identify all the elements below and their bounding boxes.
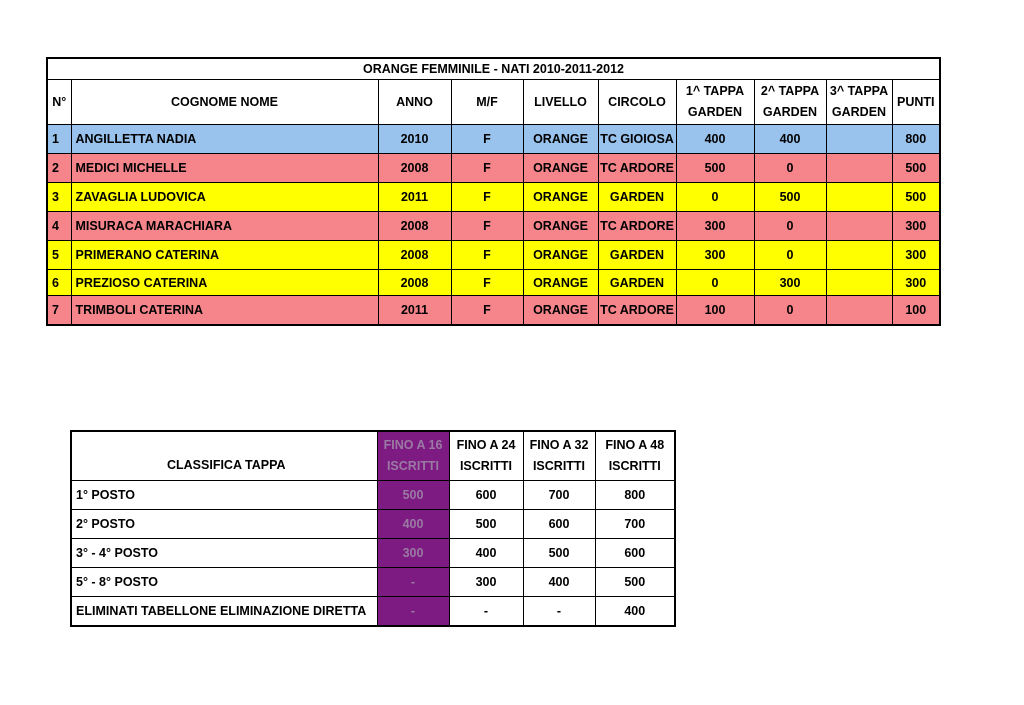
stage2-points: 500 (754, 183, 826, 212)
ranking-row (47, 154, 940, 183)
total-points: 300 (892, 241, 940, 270)
row-num: 4 (47, 212, 71, 241)
stage3-points (826, 183, 892, 212)
athlete-name: ANGILLETTA NADIA (71, 125, 378, 154)
ranking-title: ORANGE FEMMINILE - NATI 2010-2011-2012 (47, 58, 940, 80)
points-header-row (71, 431, 675, 481)
total-points: 500 (892, 183, 940, 212)
points-row (71, 568, 675, 597)
stage2-points: 300 (754, 270, 826, 296)
ranking-table (46, 57, 941, 326)
club: TC ARDORE (598, 296, 676, 326)
sex: F (451, 241, 523, 270)
points-value: 600 (449, 481, 523, 510)
points-value: - (449, 597, 523, 627)
stage2-points: 0 (754, 212, 826, 241)
row-num: 7 (47, 296, 71, 326)
sex: F (451, 296, 523, 326)
points-value: 400 (377, 510, 449, 539)
birth-year: 2011 (378, 296, 451, 326)
stage1-points: 500 (676, 154, 754, 183)
birth-year: 2008 (378, 241, 451, 270)
stage1-points: 400 (676, 125, 754, 154)
points-col-16: FINO A 16 ISCRITTI (377, 431, 449, 481)
total-points: 500 (892, 154, 940, 183)
header-year: ANNO (378, 80, 451, 125)
level: ORANGE (523, 154, 598, 183)
club: GARDEN (598, 183, 676, 212)
level: ORANGE (523, 296, 598, 326)
header-stage3: 3^ TAPPA GARDEN (826, 80, 892, 125)
points-value: - (377, 568, 449, 597)
stage3-points (826, 296, 892, 326)
sex: F (451, 154, 523, 183)
total-points: 300 (892, 270, 940, 296)
total-points: 800 (892, 125, 940, 154)
stage2-points: 0 (754, 241, 826, 270)
birth-year: 2008 (378, 270, 451, 296)
ranking-row (47, 212, 940, 241)
total-points: 300 (892, 212, 940, 241)
placement-label: 5° - 8° POSTO (71, 568, 377, 597)
placement-label: ELIMINATI TABELLONE ELIMINAZIONE DIRETTA (71, 597, 377, 627)
header-level: LIVELLO (523, 80, 598, 125)
ranking-row (47, 296, 940, 326)
row-num: 3 (47, 183, 71, 212)
points-value: 400 (523, 568, 595, 597)
row-num: 1 (47, 125, 71, 154)
club: TC GIOIOSA (598, 125, 676, 154)
ranking-header-row (47, 80, 940, 125)
points-col-24: FINO A 24 ISCRITTI (449, 431, 523, 481)
header-num: N° (47, 80, 71, 125)
points-value: 500 (449, 510, 523, 539)
stage2-points: 400 (754, 125, 826, 154)
birth-year: 2008 (378, 212, 451, 241)
stage2-points: 0 (754, 154, 826, 183)
points-value: 700 (523, 481, 595, 510)
sex: F (451, 270, 523, 296)
header-points: PUNTI (892, 80, 940, 125)
header-club: CIRCOLO (598, 80, 676, 125)
row-num: 6 (47, 270, 71, 296)
level: ORANGE (523, 125, 598, 154)
ranking-row (47, 183, 940, 212)
row-num: 5 (47, 241, 71, 270)
stage1-points: 300 (676, 241, 754, 270)
placement-label: 3° - 4° POSTO (71, 539, 377, 568)
athlete-name: PREZIOSO CATERINA (71, 270, 378, 296)
placement-label: 2° POSTO (71, 510, 377, 539)
athlete-name: MEDICI MICHELLE (71, 154, 378, 183)
stage3-points (826, 270, 892, 296)
points-value: 300 (449, 568, 523, 597)
points-value: 400 (449, 539, 523, 568)
header-sex: M/F (451, 80, 523, 125)
ranking-row (47, 125, 940, 154)
club: GARDEN (598, 270, 676, 296)
placement-label: 1° POSTO (71, 481, 377, 510)
sex: F (451, 212, 523, 241)
sex: F (451, 125, 523, 154)
points-value: 300 (377, 539, 449, 568)
points-row (71, 481, 675, 510)
points-value: 600 (595, 539, 675, 568)
athlete-name: PRIMERANO CATERINA (71, 241, 378, 270)
level: ORANGE (523, 241, 598, 270)
points-value: - (523, 597, 595, 627)
total-points: 100 (892, 296, 940, 326)
points-col-32: FINO A 32 ISCRITTI (523, 431, 595, 481)
header-stage1: 1^ TAPPA GARDEN (676, 80, 754, 125)
stage1-points: 0 (676, 183, 754, 212)
birth-year: 2008 (378, 154, 451, 183)
stage3-points (826, 241, 892, 270)
stage3-points (826, 212, 892, 241)
sex: F (451, 183, 523, 212)
points-table (70, 430, 676, 627)
points-value: 500 (377, 481, 449, 510)
points-value: 400 (595, 597, 675, 627)
level: ORANGE (523, 212, 598, 241)
birth-year: 2010 (378, 125, 451, 154)
stage3-points (826, 125, 892, 154)
club: GARDEN (598, 241, 676, 270)
athlete-name: ZAVAGLIA LUDOVICA (71, 183, 378, 212)
ranking-row (47, 241, 940, 270)
header-stage2: 2^ TAPPA GARDEN (754, 80, 826, 125)
stage1-points: 100 (676, 296, 754, 326)
points-col-48: FINO A 48 ISCRITTI (595, 431, 675, 481)
level: ORANGE (523, 270, 598, 296)
stage3-points (826, 154, 892, 183)
stage2-points: 0 (754, 296, 826, 326)
stage1-points: 0 (676, 270, 754, 296)
club: TC ARDORE (598, 212, 676, 241)
points-value: 600 (523, 510, 595, 539)
athlete-name: TRIMBOLI CATERINA (71, 296, 378, 326)
points-row (71, 539, 675, 568)
club: TC ARDORE (598, 154, 676, 183)
header-name: COGNOME NOME (71, 80, 378, 125)
points-header-label: CLASSIFICA TAPPA (71, 431, 377, 481)
row-num: 2 (47, 154, 71, 183)
points-value: 500 (523, 539, 595, 568)
points-row (71, 510, 675, 539)
level: ORANGE (523, 183, 598, 212)
points-value: - (377, 597, 449, 627)
points-value: 500 (595, 568, 675, 597)
points-value: 800 (595, 481, 675, 510)
athlete-name: MISURACA MARACHIARA (71, 212, 378, 241)
points-value: 700 (595, 510, 675, 539)
stage1-points: 300 (676, 212, 754, 241)
ranking-row (47, 270, 940, 296)
birth-year: 2011 (378, 183, 451, 212)
points-row (71, 597, 675, 627)
